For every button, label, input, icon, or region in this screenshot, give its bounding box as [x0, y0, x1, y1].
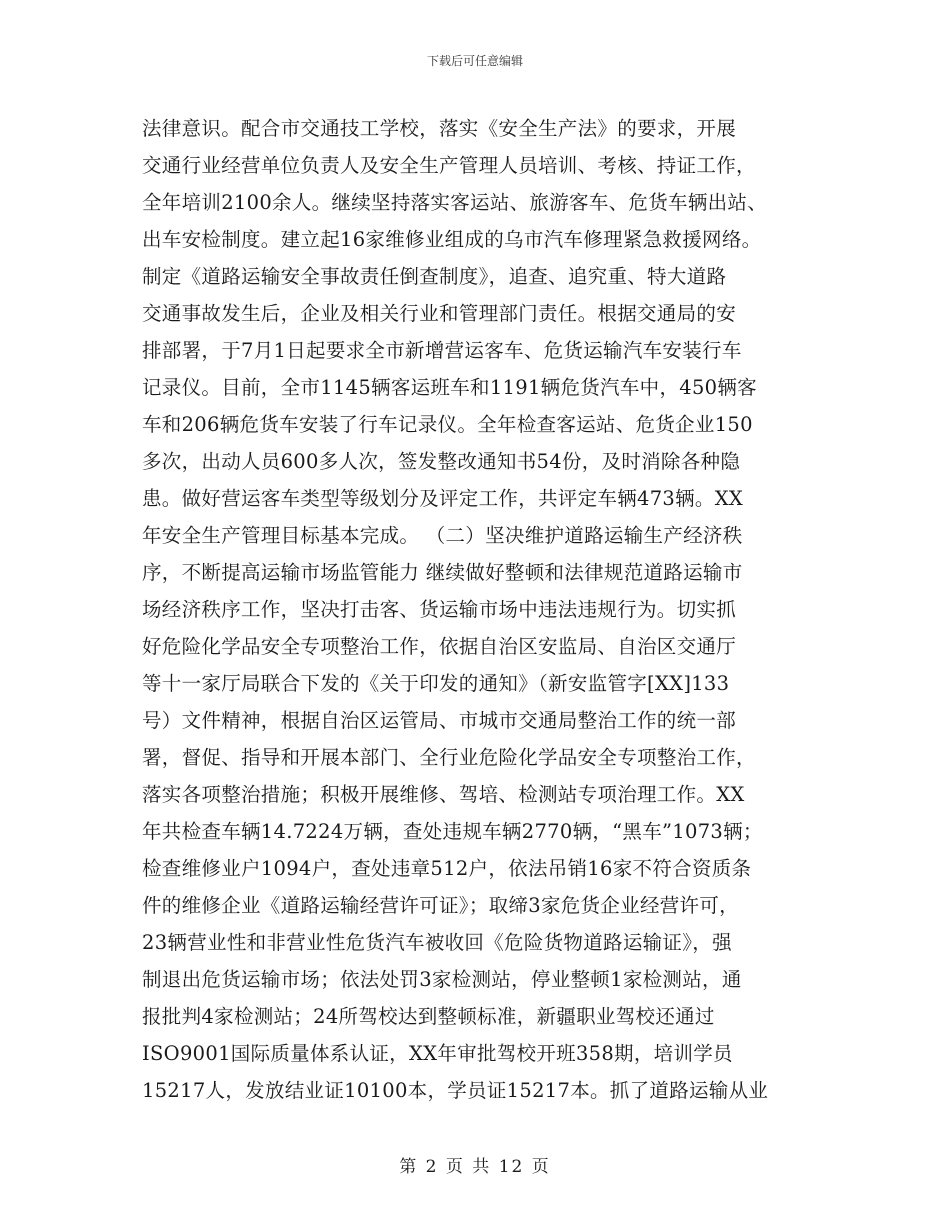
body-line: 记录仪。目前，全市1145辆客运班车和1191辆危货汽车中，450辆客	[142, 376, 757, 399]
body-line: 年共检查车辆14.7224万辆，查处违规车辆2770辆，“黑车”1073辆；	[142, 820, 763, 843]
body-line: 交通事故发生后，企业及相关行业和管理部门责任。根据交通局的安	[142, 302, 737, 325]
body-line: 出车安检制度。建立起16家维修业组成的乌市汽车修理紧急救援网络。	[142, 228, 762, 251]
document-body	[142, 110, 822, 1109]
body-line: 交通行业经营单位负责人及安全生产管理人员培训、考核、持证工作，	[142, 154, 756, 177]
body-line: 15217人，发放结业证10100本，学员证15217本。抓了道路运输从业	[142, 1079, 769, 1102]
body-line: 法律意识。配合市交通技工学校，落实《安全生产法》的要求，开展	[142, 117, 737, 140]
body-line: 排部署，于7月1日起要求全市新增营运客车、危货运输汽车安装行车	[142, 339, 742, 362]
body-line: 制定《道路运输安全事故责任倒查制度》，追查、追究重、特大道路	[142, 265, 727, 288]
body-line: 报批判4家检测站；24所驾校达到整顿标准，新疆职业驾校还通过	[142, 1005, 715, 1028]
body-line: 场经济秩序工作，坚决打击客、货运输市场中违法违规行为。切实抓	[142, 598, 737, 621]
body-line: 23辆营业性和非营业性危货汽车被收回《危险货物道路运输证》，强	[142, 931, 732, 954]
body-line: 落实各项整治措施；积极开展维修、驾培、检测站专项治理工作。XX	[142, 783, 745, 806]
body-line: 年安全生产管理目标基本完成。 （二）坚决维护道路运输生产经济秩	[142, 524, 743, 547]
page-number: 第 2 页 共 12 页	[399, 1157, 551, 1177]
body-line: 全年培训2100余人。继续坚持落实客运站、旅游客车、危货车辆出站、	[142, 191, 768, 214]
body-line: 好危险化学品安全专项整治工作，依据自治区安监局、自治区交通厅	[142, 635, 737, 658]
body-line: 署，督促、指导和开展本部门、全行业危险化学品安全专项整治工作，	[142, 746, 756, 769]
body-line: 多次，出动人员600多人次，签发整改通知书54份，及时消除各种隐	[142, 450, 741, 473]
body-line: 序，不断提高运输市场监管能力 继续做好整顿和法律规范道路运输市	[142, 561, 743, 584]
body-line: 号）文件精神，根据自治区运管局、市城市交通局整治工作的统一部	[142, 709, 737, 732]
body-line: ISO9001国际质量体系认证，XX年审批驾校开班358期，培训学员	[142, 1042, 733, 1065]
body-line: 患。做好营运客车类型等级划分及评定工作，共评定车辆473辆。XX	[142, 487, 744, 510]
body-line: 件的维修企业《道路运输经营许可证》；取缔3家危货企业经营许可，	[142, 894, 739, 917]
body-line: 检查维修业户1094户，查处违章512户，依法吊销16家不符合资质条	[142, 857, 752, 880]
page-header: 下载后可任意编辑	[426, 54, 523, 68]
body-line: 制退出危货运输市场；依法处罚3家检测站，停业整顿1家检测站，通	[142, 968, 742, 991]
body-line: 等十一家厅局联合下发的《关于印发的通知》（新安监管字[XX]133	[142, 672, 730, 695]
body-line: 车和206辆危货车安装了行车记录仪。全年检查客运站、危货企业150	[142, 413, 753, 436]
